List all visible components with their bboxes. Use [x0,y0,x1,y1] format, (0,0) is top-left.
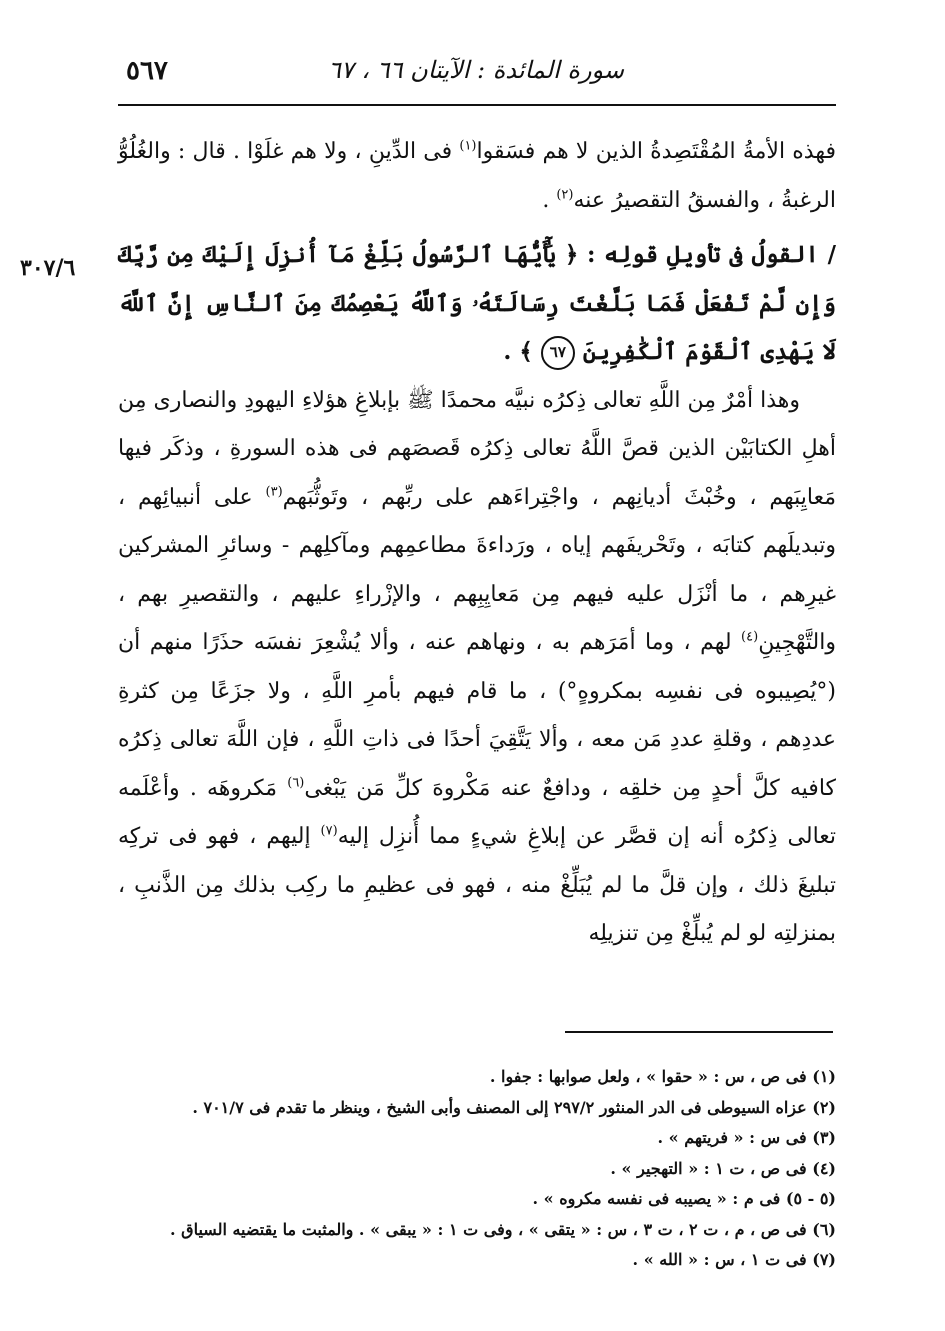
para2-text-e: ، ما قام فيهم بأمرِ اللَّهِ ، ولا جزَعًا مِن كثرةِ عددِهم ، وقلةِ عددِ مَن معه ، وألا يَتَّقِيَ أحدًا فى ذاتِ اللَّهِ ، فإن اللَّهَ تعالى ذِكرُه كافيه كلَّ أحدٍ مِن خلقِه ، ودافعٌ عنه مَكْروهَ كلِّ مَن يَبْغى [118,678,836,801]
footnote-ref-6: (٦) [287,775,305,791]
para2-text-c: لهم ، وما أمَرَهم به ، ونهاهم عنه ، وألا يُشْعِرَ نفسَه حذَرًا منهم أن [118,630,742,655]
footnote-6: (٦) فى ص ، م ، ت ٢ ، ت ٣ ، س : « يتقى » ، وفى ت ١ : « يبقى » . والمثبت ما يقتضيه السياق . [170,1219,836,1239]
footnote-3: (٣) فى س : « فريتهم » . [657,1128,836,1147]
paragraph-1 [118,128,836,225]
paragraph-2 [118,377,836,959]
footnote-ref-2: (٢) [556,187,574,203]
footnote-rule [565,1031,833,1033]
main-text [118,128,836,959]
margin-reference: ٣٠٧/٦ [20,255,76,281]
running-title: سورة المائدة : الآيتان ٦٦ ، ٦٧ [327,56,625,84]
para1-text: فهذه الأمةُ المُقْتَصِدةُ الذين لا هم فسَقوا [476,139,837,164]
ayah-number-mark: ٦٧ [541,336,575,370]
quran-verse: ﴿ يَٰٓأَيُّهَا ٱلرَّسُولُ بَلِّغْ مَآ أُنزِلَ إِلَيْكَ مِن رَّبِّكَ وَإِن لَّمْ تَفْعَلْ فَمَا بَلَّغْتَ رِسَالَتَهُۥ وَٱللَّهُ يَعْصِمُكَ مِنَ ٱلنَّاسِ إِنَّ ٱللَّهَ لَا يَهْدِى ٱلْقَوْمَ ٱلْكَٰفِرِينَ [118,241,836,365]
footnote-ref-1: (١) [459,138,477,154]
footnote-ref-4: (٤) [741,629,759,645]
header-rule [118,104,836,106]
heading-label: / القولُ فى تأويلِ قولِه : [578,241,836,268]
para2-text-g: إليهم ، فهو فى تركِه تبليغَ ذلك ، وإن قلَّ ما لم يُبَلِّغْ منه ، فهو فى عظيمِ ما ركِب بذلك مِن الذَّنبِ ، بمنزلتِه لو لم يُبلِّغْ مِن تنزيلِه [118,824,836,946]
heading-end: ﴾ . [503,338,541,365]
footnote-ref-3: (٣) [265,484,283,500]
footnote-7: (٧) فى ت ١ ، س : « الله » . [632,1250,836,1269]
page-header [118,52,834,92]
para2-text-f: مَكروهَه . وأعْلَمه تعالى ذِكرُه أنه إن قصَّر عن إبلاغِ شيءٍ مما أُنزِل إليه [118,775,837,849]
footnote-2: (٢) عزاه السيوطى فى الدر المنثور ٢٩٧/٢ إلى المصنف وأبى الشيخ ، وينظر ما تقدم فى ٧٠١/٧ . [192,1097,836,1117]
footnote-4: (٤) فى ص ، ت ١ : « التهجير » . [610,1158,836,1178]
footnote-ref-7: (٧) [320,823,338,839]
footnotes [118,1062,836,1276]
para1-text-b: فى الدِّينِ ، ولا هم غلَوْا . قال : والغُلُوُّ الرغبةُ ، والفسقُ التقصيرُ عنه [118,139,836,213]
footnote-1: (١) فى ص ، س : « حقوا » ، ولعل صوابها : جفوا . [489,1067,836,1086]
footnote-5: (٥ - ٥) فى م : « يصيبه فى نفسه مكروه » . [532,1189,836,1208]
page-number: ٥٦٧ [126,56,168,86]
para2-text-a: وهذا أمْرٌ مِن اللَّهِ تعالى ذِكرُه نبيَّه محمدًا ﷺ بإبلاغِ هؤلاءِ اليهودِ والنصارى مِن أهلِ الكتابَيْن الذين قصَّ اللَّهُ تعالى ذِكرُه قَصصَهم فى هذه السورةِ ، وذكَر فيها مَعايِبَهم ، وخُبْثَ أديانِهم ، واجْتِراءَهم على ربِّهم ، وتَوثُّبَهم [118,387,836,510]
para2-text-b: على أنبيائِهم ، وتبديلَهم كتابَه ، وتَحْريفَهم إياه ، ورَداءةَ مطاعمِهم ومآكلِهم - وسائرِ المشركين غيرِهم ، ما أنْزَل عليه فيهم مِن مَعايِبِهم ، والإزْراءِ عليهم ، والتقصيرِ بهم ، والتَّهْجِينِ [118,484,837,655]
para1-end: . [542,187,557,213]
para2-text-d: (°يُصِيبوه فى نفسِه بمكروهٍ°) [557,678,836,704]
verse-heading [118,231,836,377]
